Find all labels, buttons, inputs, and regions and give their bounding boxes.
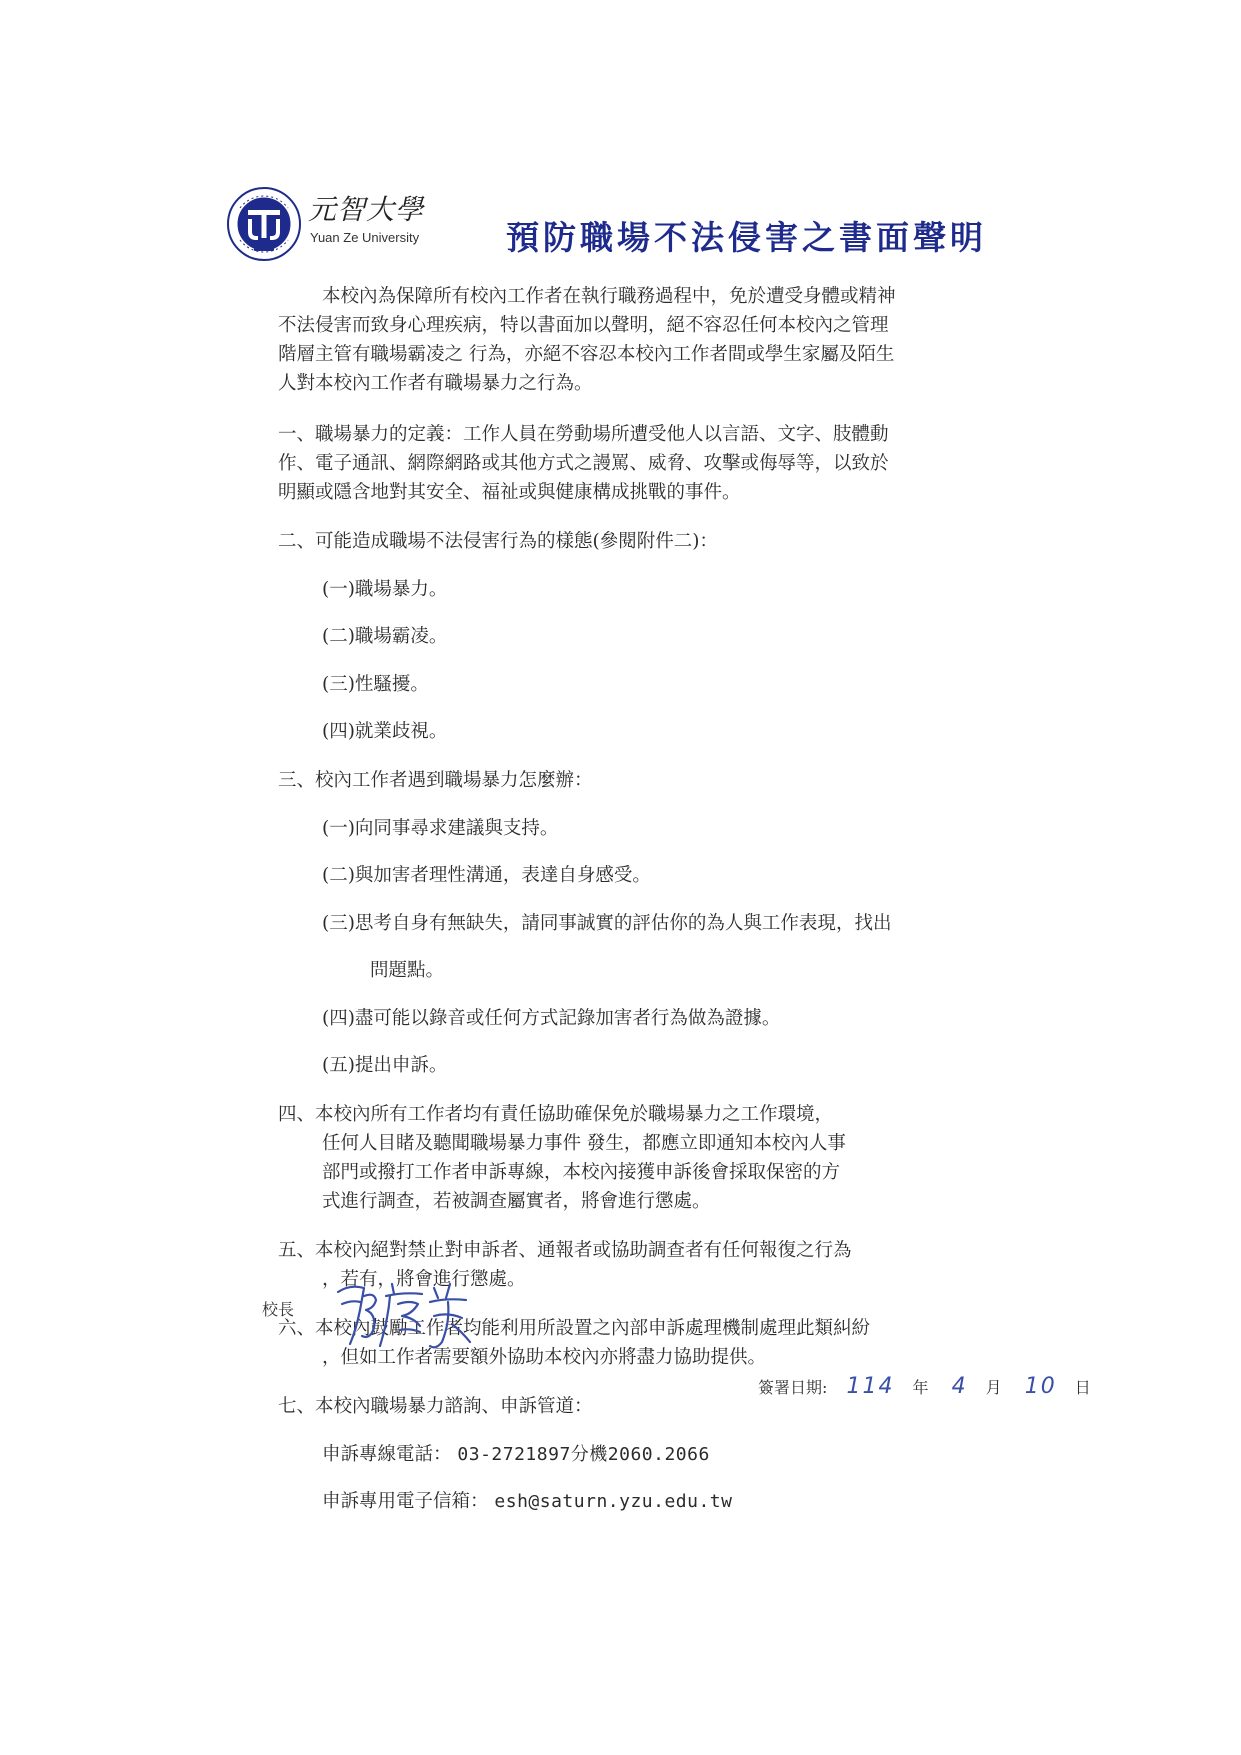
list-item: (三)性騷擾。 [322, 673, 429, 695]
university-name-chinese: 元智大學 [308, 193, 425, 226]
signing-date-label: 簽署日期: [758, 1378, 828, 1397]
complaint-phone-line [278, 1440, 1030, 1469]
complaint-phone-number: 03-2721897分機2060.2066 [457, 1443, 710, 1465]
university-seal-logo [226, 186, 302, 262]
intro-line: 人對本校內工作者有職場暴力之行為。 [278, 373, 593, 394]
section-line: 四、本校內所有工作者均有責任協助確保免於職場暴力之工作環境， [278, 1104, 834, 1125]
section-line: 作、電子通訊、網際網路或其他方式之謾罵、威脅、攻擊或侮辱等，以致於 [278, 453, 889, 474]
section-heading: 七、本校內職場暴力諮詢、申訴管道： [278, 1396, 593, 1417]
day-unit: 日 [1074, 1378, 1091, 1397]
section-heading: 三、校內工作者遇到職場暴力怎麼辦： [278, 770, 593, 791]
section-line: 五、本校內絕對禁止對申訴者、通報者或協助調查者有任何報復之行為 [278, 1240, 852, 1261]
section-line: ，但如工作者需要額外協助本校內亦將盡力協助提供。 [322, 1347, 767, 1368]
signing-month: 4 [951, 1374, 968, 1399]
section-line: 部門或撥打工作者申訴專線，本校內接獲申訴後會採取保密的方 [322, 1162, 841, 1183]
section-what-to-do [278, 766, 1030, 1080]
section-harassment-types [278, 527, 1030, 746]
complaint-phone-label: 申訴專線電話： [322, 1443, 452, 1465]
list-item: (四)盡可能以錄音或任何方式記錄加害者行為做為證據。 [322, 1007, 781, 1029]
document-title: 預防職場不法侵害之書面聲明 [506, 218, 987, 257]
section-line: 任何人目睹及聽聞職場暴力事件 發生，都應立即通知本校內人事 [322, 1133, 846, 1154]
section-heading: 二、可能造成職場不法侵害行為的樣態(參閱附件二)： [278, 531, 718, 552]
president-label: 校長 [262, 1300, 295, 1319]
document-header [226, 178, 1026, 268]
section-line: 式進行調查，若被調查屬實者，將會進行懲處。 [322, 1191, 711, 1212]
list-item: (二)職場霸凌。 [322, 626, 448, 647]
complaint-email-line [278, 1487, 1030, 1516]
section-responsibility [278, 1100, 1030, 1216]
complaint-email-address[interactable]: esh@saturn.yzu.edu.tw [494, 1491, 733, 1512]
list-item: (三)思考自身有無缺失，請同事誠實的評估你的為人與工作表現，找出 [322, 912, 892, 934]
list-item: (四)就業歧視。 [322, 721, 448, 742]
section-line: 一、職場暴力的定義：工作人員在勞動場所遭受他人以言語、文字、肢體動 [278, 424, 889, 445]
university-name-english: Yuan Ze University [310, 230, 420, 245]
section-contact-channels [278, 1392, 1030, 1516]
signing-date [758, 1374, 1095, 1399]
signing-day: 10 [1024, 1374, 1057, 1399]
intro-line: 本校內為保障所有校內工作者在執行職務過程中，免於遭受身體或精神 [322, 286, 896, 307]
signing-year: 114 [846, 1374, 895, 1399]
intro-line: 階層主管有職場霸凌之 行為，亦絕不容忍本校內工作者間或學生家屬及陌生 [278, 344, 895, 365]
complaint-email-label: 申訴專用電子信箱： [322, 1491, 489, 1512]
month-unit: 月 [985, 1378, 1002, 1397]
list-item: (一)職場暴力。 [322, 578, 448, 600]
intro-line: 不法侵害而致身心理疾病，特以書面加以聲明，絕不容忍任何本校內之管理 [278, 315, 889, 336]
section-line: 明顯或隱含地對其安全、福祉或與健康構成挑戰的事件。 [278, 482, 741, 503]
handwritten-signature [330, 1270, 490, 1360]
list-item-continuation: 問題點。 [370, 960, 445, 981]
section-line: 六、本校內鼓勵工作者均能利用所設置之內部申訴處理機制處理此類糾紛 [278, 1318, 871, 1339]
intro-paragraph [278, 282, 1030, 398]
list-item: (五)提出申訴。 [322, 1055, 448, 1076]
list-item: (一)向同事尋求建議與支持。 [322, 817, 559, 839]
list-item: (二)與加害者理性溝通，表達自身感受。 [322, 865, 651, 886]
section-line: ，若有，將會進行懲處。 [322, 1269, 526, 1290]
year-unit: 年 [912, 1378, 929, 1397]
section-workplace-violence-definition [278, 420, 1030, 507]
